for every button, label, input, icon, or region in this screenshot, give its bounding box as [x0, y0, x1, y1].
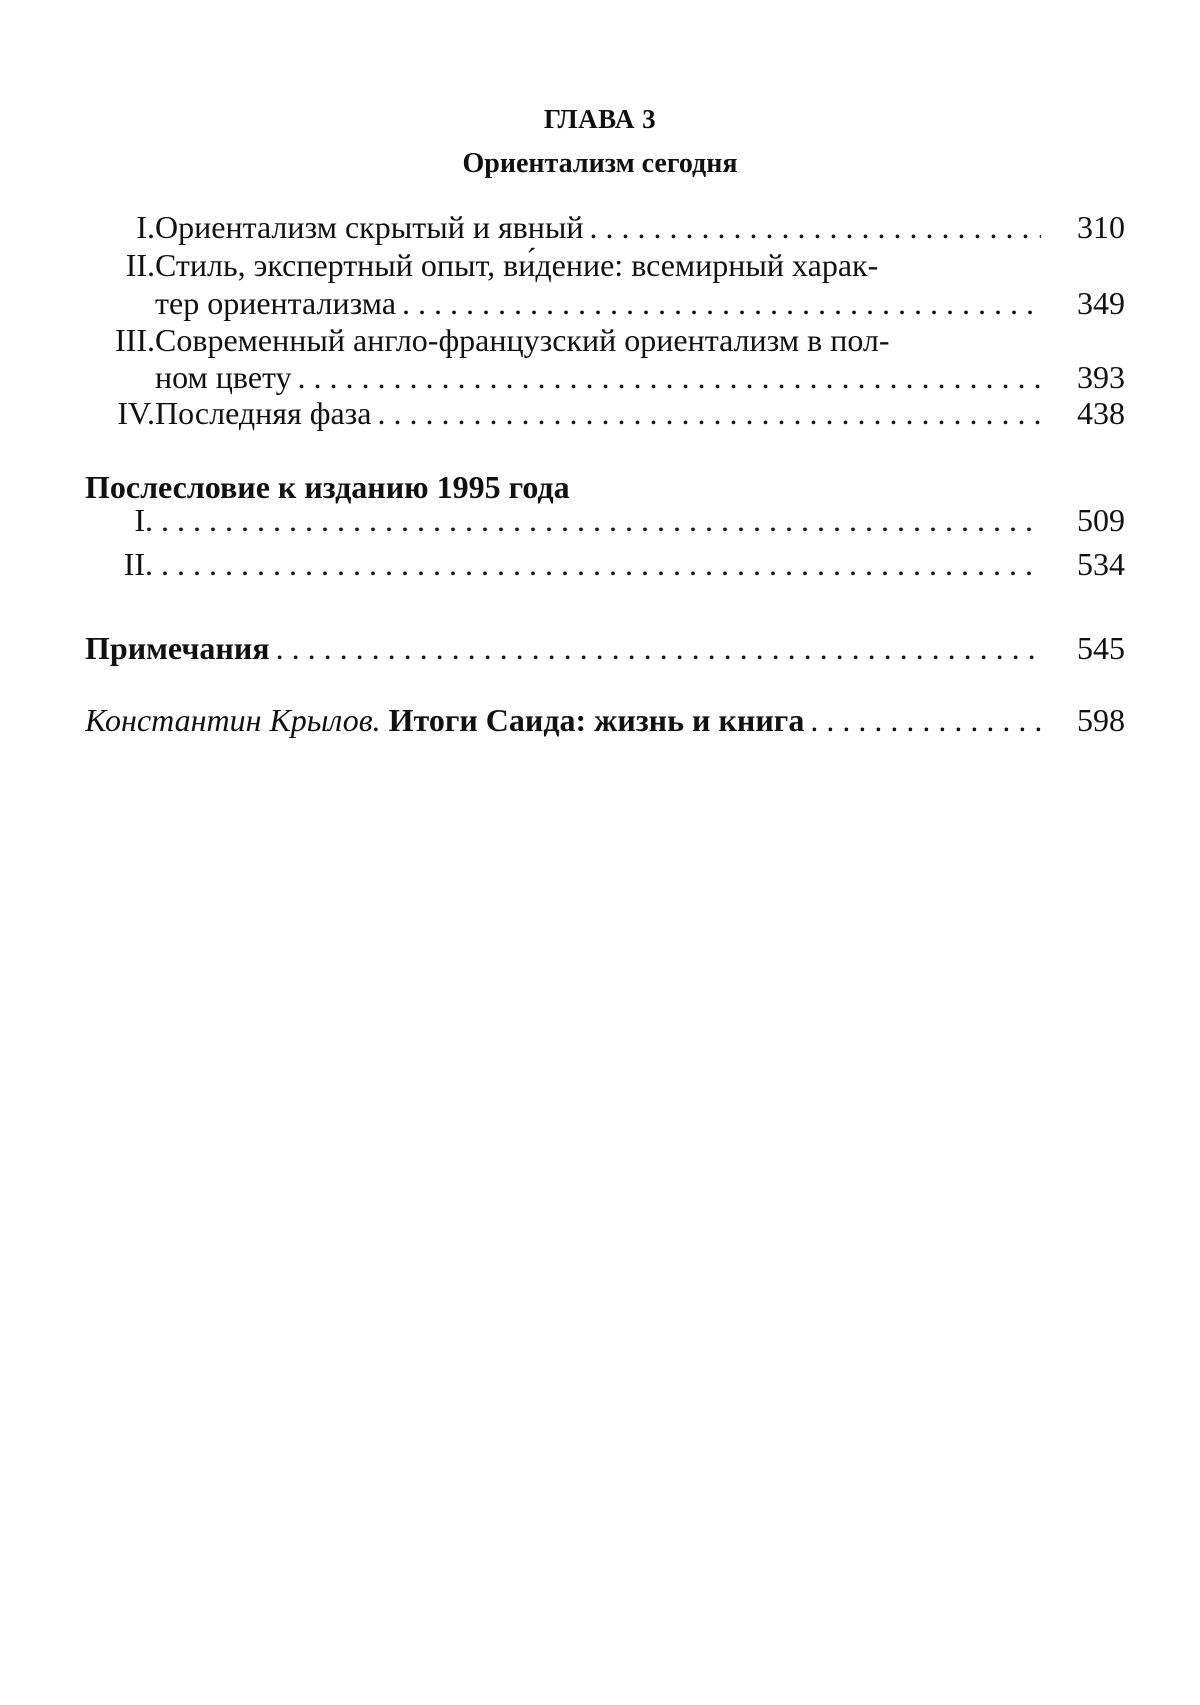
entry-number: I.: [136, 209, 155, 245]
afterword-title[interactable]: Послесловие к изданию 1995 года: [85, 469, 570, 505]
essay-title: Итоги Саида: жизнь и книга: [388, 702, 805, 738]
dot-leader: [377, 393, 1041, 433]
dot-leader: [810, 700, 1041, 740]
entry-number: II: [123, 546, 145, 582]
dot-leader: [298, 357, 1041, 397]
entry-page: 310: [1077, 209, 1125, 245]
dot-leader: [145, 544, 1041, 584]
entry-page: 509: [1077, 502, 1125, 538]
entry-number: IV.: [117, 395, 155, 431]
entry-page: 393: [1077, 359, 1125, 395]
afterword-item-1[interactable]: [85, 500, 1125, 540]
entry-title: Современный англо-французский ориентализм в пол-: [155, 322, 890, 358]
entry-number: II.: [125, 247, 155, 283]
entry-number: III.: [115, 322, 155, 358]
entry-page: 349: [1077, 285, 1125, 321]
toc-essay[interactable]: [85, 700, 1125, 740]
entry-title: Ориентализм скрытый и явный: [155, 209, 584, 245]
toc-entry-3-continuation[interactable]: [85, 357, 1125, 397]
toc-entry-1[interactable]: [85, 207, 1125, 247]
dot-leader: [145, 500, 1041, 540]
dot-leader: [402, 283, 1041, 323]
toc-entry-3[interactable]: [85, 320, 1125, 360]
entry-title: Последняя фаза: [155, 395, 372, 431]
essay-author: Константин Крылов.: [85, 702, 381, 738]
toc-entry-4[interactable]: [85, 393, 1125, 433]
toc-entry-2-continuation[interactable]: [85, 283, 1125, 323]
entry-title: Стиль, экспертный опыт, ви́дение: всемирный харак-: [155, 247, 879, 283]
toc-entry-2[interactable]: [85, 245, 1125, 285]
chapter-title: Ориентализм сегодня: [462, 148, 738, 179]
toc-notes[interactable]: [85, 628, 1125, 668]
afterword-item-2[interactable]: [85, 544, 1125, 584]
notes-title: Примечания: [85, 630, 270, 666]
dot-leader: [590, 207, 1041, 247]
entry-title-continuation: ном цвету: [155, 359, 292, 395]
entry-page: 545: [1077, 630, 1125, 666]
entry-page: 534: [1077, 546, 1125, 582]
entry-number: I: [134, 502, 145, 538]
chapter-number: ГЛАВА 3: [543, 104, 657, 134]
entry-page: 598: [1077, 702, 1125, 738]
entry-page: 438: [1077, 395, 1125, 431]
entry-title-continuation: тер ориентализма: [155, 285, 397, 321]
dot-leader: [276, 628, 1041, 668]
